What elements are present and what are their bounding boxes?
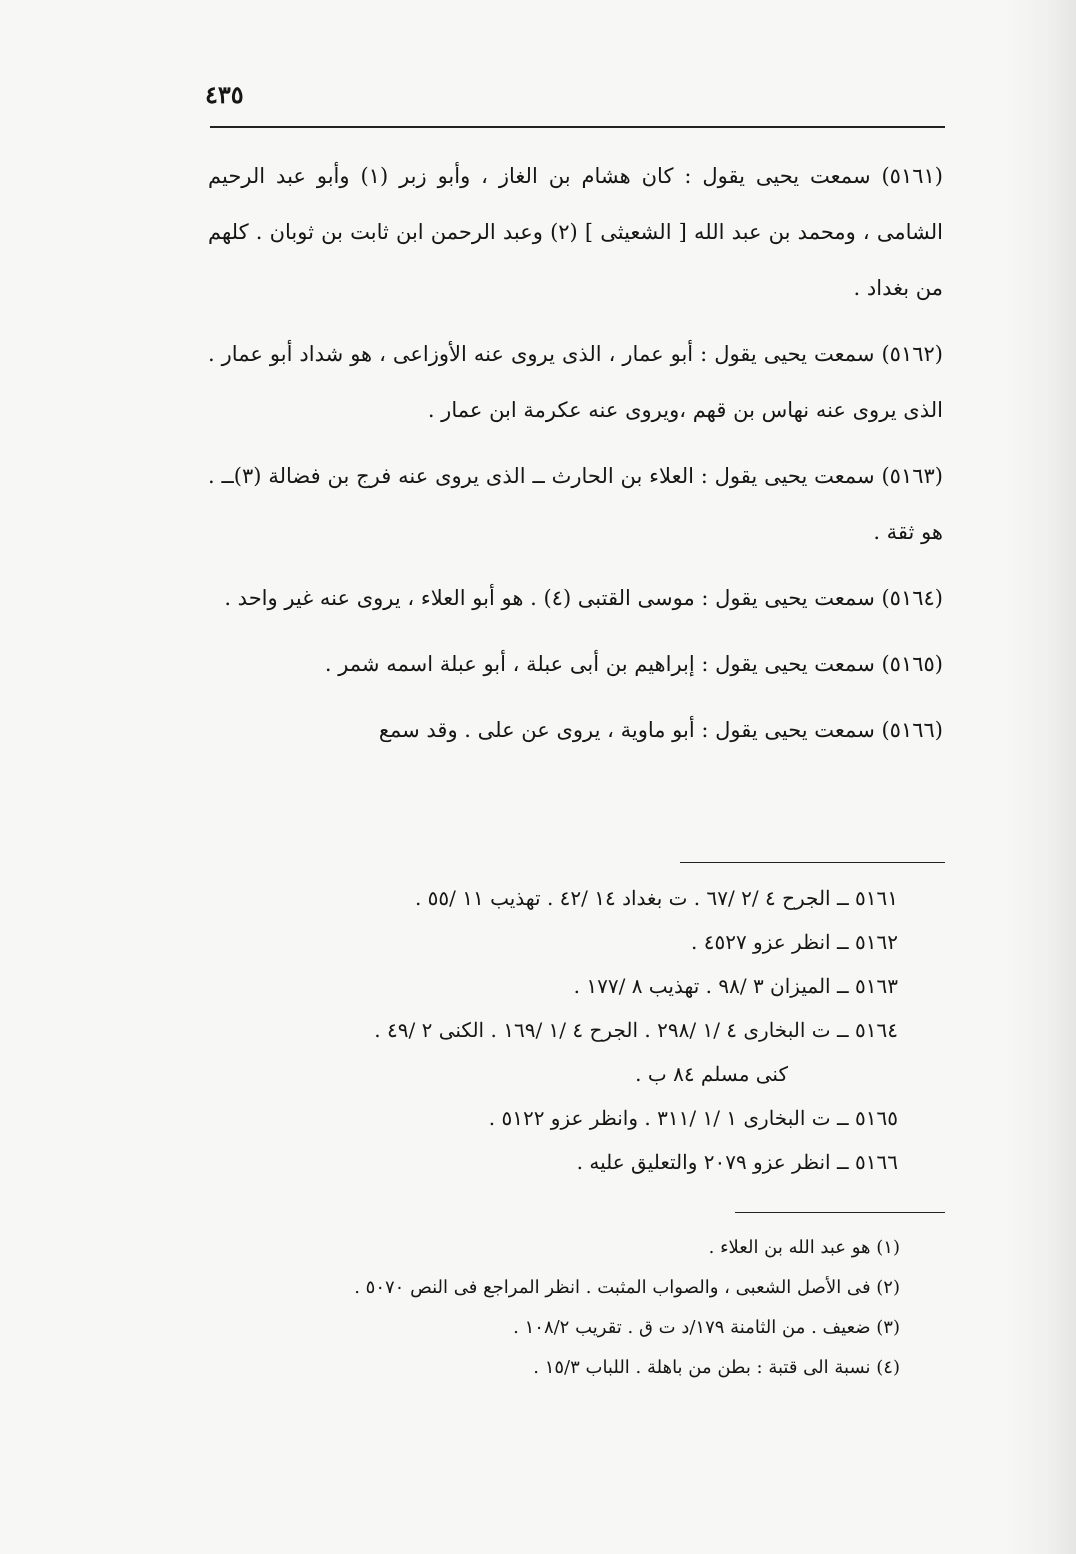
reference-5166: ٥١٦٦ ــ انظر عزو ٢٠٧٩ والتعليق عليه . bbox=[576, 1150, 898, 1174]
footnotes-list bbox=[200, 1228, 900, 1388]
entry-5163: (٥١٦٣) سمعت يحيى يقول : العلاء بن الحارث ــ الذى يروى عنه فرج بن فضالة (٣)ــ . هو ثقة . bbox=[208, 464, 943, 544]
page-number: ٤٣٥ bbox=[205, 80, 244, 109]
reference-5165: ٥١٦٥ ــ ت البخارى ١ /١ /٣١١ . وانظر عزو ٥١٢٢ . bbox=[488, 1106, 898, 1130]
page-edge-shadow bbox=[1006, 0, 1076, 1554]
reference-5164: ٥١٦٤ ــ ت البخارى ٤ /١ /٢٩٨ . الجرح ٤ /١ /١٦٩ . الكنى ٢ /٤٩ . bbox=[374, 1018, 898, 1042]
entry-5165: (٥١٦٥) سمعت يحيى يقول : إبراهيم بن أبى عبلة ، أبو عبلة اسمه شمر . bbox=[324, 652, 943, 676]
reference-5163: ٥١٦٣ ــ الميزان ٣ /٩٨ . تهذيب ٨ /١٧٧ . bbox=[573, 974, 898, 998]
header-rule bbox=[210, 126, 945, 128]
references-rule bbox=[680, 862, 945, 863]
entry-5166: (٥١٦٦) سمعت يحيى يقول : أبو ماوية ، يروى عن على . وقد سمع bbox=[378, 718, 943, 742]
footnote-1: (١) هو عبد الله بن العلاء . bbox=[708, 1237, 900, 1258]
entry-5162: (٥١٦٢) سمعت يحيى يقول : أبو عمار ، الذى يروى عنه الأوزاعى ، هو شداد أبو عمار . الذى يروى عنه نهاس بن قهم ،ويروى عنه عكرمة ابن عمار . bbox=[208, 342, 943, 422]
entry-5161: (٥١٦١) سمعت يحيى يقول : كان هشام بن الغاز ، وأبو زبر (١) وأبو عبد الرحيم الشامى ، ومحمد بن عبد الله [ الشعيثى ] (٢) وعبد الرحمن ابن ثابت بن ثوبان . كلهم من بغداد . bbox=[208, 164, 943, 300]
references-list bbox=[208, 876, 898, 1184]
footnote-4: (٤) نسبة الى قتبة : بطن من باهلة . اللباب ١٥/٣ . bbox=[533, 1357, 900, 1378]
footnote-2: (٢) فى الأصل الشعبى ، والصواب المثبت . انظر المراجع فى النص ٥٠٧٠ . bbox=[354, 1277, 900, 1298]
reference-5161: ٥١٦١ ــ الجرح ٤ /٢ /٦٧ . ت بغداد ١٤ /٤٢ . تهذيب ١١ /٥٥ . bbox=[414, 886, 898, 910]
entry-5164: (٥١٦٤) سمعت يحيى يقول : موسى القتبى (٤) . هو أبو العلاء ، يروى عنه غير واحد . bbox=[224, 586, 943, 610]
main-text bbox=[208, 148, 943, 768]
footnote-3: (٣) ضعيف . من الثامنة ١٧٩/د ت ق . تقريب ١٠٨/٢ . bbox=[513, 1317, 900, 1338]
reference-5164-continued: كنى مسلم ٨٤ ب . bbox=[635, 1062, 788, 1086]
footnotes-rule bbox=[735, 1212, 945, 1213]
reference-5162: ٥١٦٢ ــ انظر عزو ٤٥٢٧ . bbox=[691, 930, 898, 954]
